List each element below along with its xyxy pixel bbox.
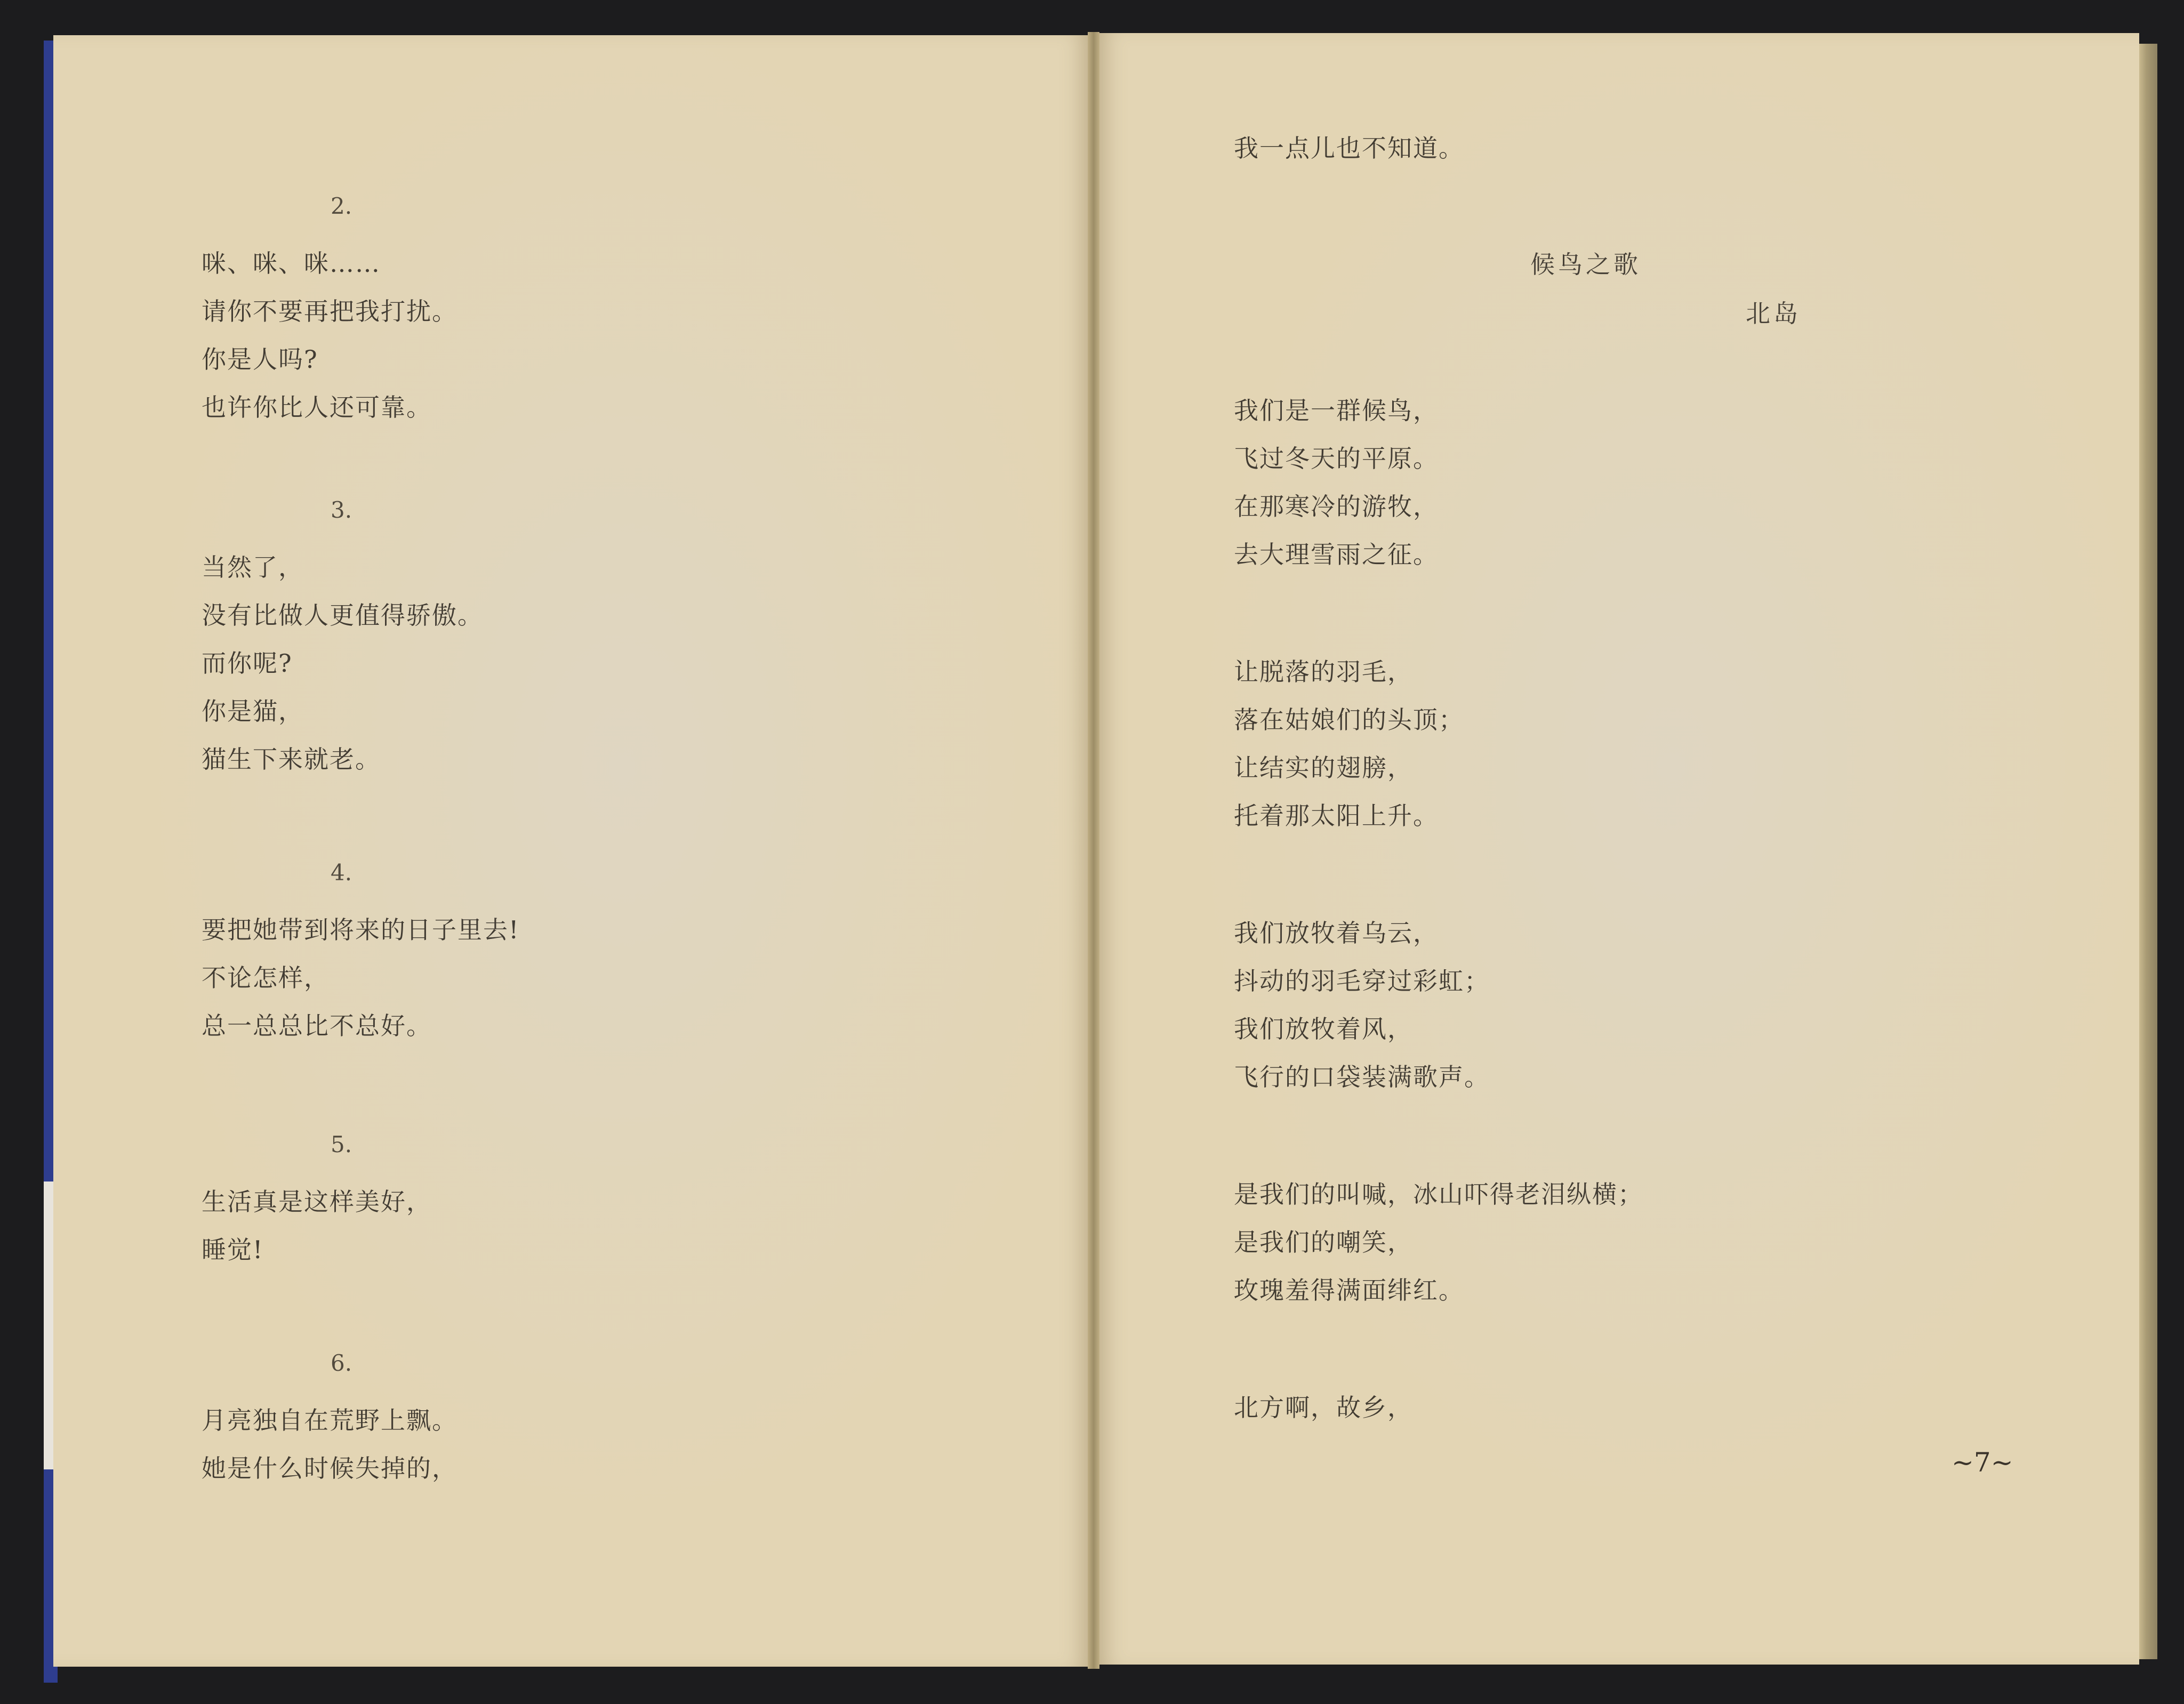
right-page [1099,33,2139,1665]
poem-line: 我们放牧着乌云， [1234,919,1439,947]
poem-line: 玫瑰羞得满面绯红。 [1234,1276,1464,1305]
section-number: 3. [331,497,352,523]
poem-line: 让脱落的羽毛， [1234,657,1413,686]
poem-line: 请你不要再把我打扰。 [202,297,457,326]
page-stack-edge [2139,44,2157,1659]
section-number: 6. [331,1350,352,1376]
poem-line: 抖动的羽毛穿过彩虹； [1234,967,1490,995]
poem-line: 你是猫， [202,697,304,726]
poem-line: 是我们的嘲笑， [1234,1228,1413,1257]
poem-line: 在那寒冷的游牧， [1234,492,1439,521]
poem-line: 我们放牧着风， [1234,1015,1413,1043]
poem-title: 候鸟之歌 [1530,250,1641,279]
poem-line: 她是什么时候失掉的， [202,1454,457,1483]
poem-line: 不论怎样， [202,963,330,992]
poem-line: 托着那太阳上升。 [1234,801,1439,830]
section-number: 4. [331,859,352,886]
left-page [53,35,1088,1667]
poem-line: 也许你比人还可靠。 [202,393,432,422]
poem-line: 飞行的口袋装满歌声。 [1234,1063,1490,1091]
poem-line: 是我们的叫喊，冰山吓得老泪纵横； [1234,1180,1643,1209]
poem-line: 总一总总比不总好。 [202,1011,432,1040]
poem-line: 而你呢? [202,649,293,678]
poem-line: 没有比做人更值得骄傲。 [202,601,483,630]
poem-line: 生活真是这样美好， [202,1187,432,1216]
poem-line: 当然了， [202,553,304,582]
poem-line: 北方啊，故乡， [1234,1393,1413,1422]
book-gutter [1088,32,1099,1669]
poem-line: 落在姑娘们的头顶； [1234,705,1464,734]
poem-line: 你是人吗? [202,345,318,374]
poem-line: 月亮独自在荒野上飘。 [202,1406,457,1435]
poem-line: 咪、咪、咪…… [202,249,381,278]
poem-line: 让结实的翅膀， [1234,753,1413,782]
page-number: ~7~ [1952,1447,2013,1478]
continuation-line: 我一点儿也不知道。 [1234,134,1464,163]
poem-author: 北岛 [1746,299,1801,328]
poem-line: 去大理雪雨之征。 [1234,540,1439,569]
poem-line: 我们是一群候鸟， [1234,396,1439,425]
poem-line: 飞过冬天的平原。 [1234,444,1439,473]
section-number: 5. [331,1131,352,1158]
section-number: 2. [331,193,352,219]
poem-line: 睡觉! [202,1235,264,1264]
poem-line: 猫生下来就老。 [202,745,381,774]
poem-line: 要把她带到将来的日子里去! [202,915,520,944]
